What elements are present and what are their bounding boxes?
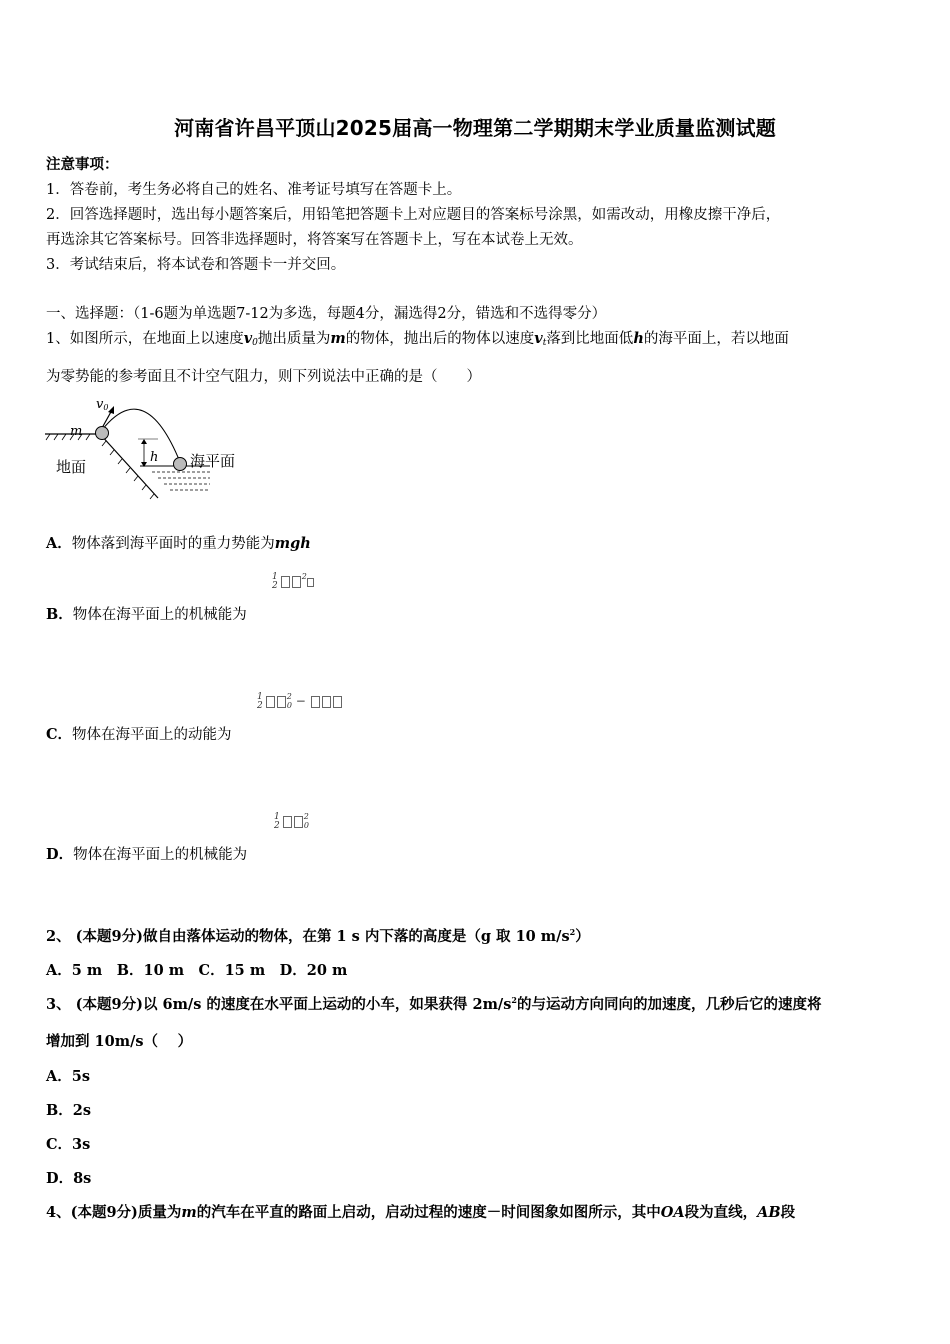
q1-option-b[interactable]: B．物体在海平面上的机械能为 bbox=[46, 606, 247, 623]
fig-v0-label: v0 bbox=[96, 397, 109, 412]
q3-option-d[interactable]: D．8s bbox=[46, 1170, 92, 1187]
q3-option-b[interactable]: B．2s bbox=[46, 1102, 92, 1119]
q3-stem-line1: 3、 (本题9分)以 6m/s 的速度在水平面上运动的小车，如果获得 $2m/s^2$的与运动方向同向的加速度，几秒后它的速度将 bbox=[46, 995, 822, 1013]
page-title: 河南省许昌平顶山2025届高一物理第二学期期末学业质量监测试题 bbox=[174, 116, 776, 140]
q1-option-d-formula: 1 2 $^2_0$ bbox=[274, 811, 309, 831]
q1-option-b-formula: 1 2 $^2$ bbox=[272, 572, 314, 591]
q3-option-c[interactable]: C．3s bbox=[46, 1136, 91, 1153]
notice-item-2: 2．回答选择题时，选出每小题答案后，用铅笔把答题卡上对应题目的答案标号涂黑，如需改动，用橡皮擦干净后， bbox=[46, 207, 781, 223]
q1-option-d[interactable]: D．物体在海平面上的机械能为 bbox=[46, 846, 248, 863]
fig-h-label: h bbox=[150, 450, 159, 465]
q4-stem-line1: 4、(本题9分)质量为m的汽车在平直的路面上启动，启动过程的速度－时间图象如图所示，其中OA段为直线，AB段 bbox=[46, 1204, 796, 1221]
q3-option-a[interactable]: A．5s bbox=[46, 1068, 91, 1085]
q1-figure bbox=[40, 388, 250, 503]
q1-option-a[interactable]: A．物体落到海平面时的重力势能为mgh bbox=[46, 535, 311, 552]
section-heading: 一、选择题：（1-6题为单选题7-12为多选，每题4分，漏选得2分，错选和不选得零分） bbox=[46, 306, 607, 322]
notice-heading: 注意事项： bbox=[46, 156, 119, 173]
notice-item-3: 3．考试结束后，将本试卷和答题卡一并交回。 bbox=[46, 257, 346, 273]
q3-stem-line2: 增加到 10m/s（ ） bbox=[46, 1033, 193, 1050]
notice-item-1: 1．答卷前，考生务必将自己的姓名、准考证号填写在答题卡上。 bbox=[46, 182, 462, 198]
q2-options[interactable]: A．5 m B．10 m C．15 m D．20 m bbox=[46, 962, 348, 979]
fig-ground-label: 地面 bbox=[56, 458, 87, 476]
q1-option-c[interactable]: C．物体在海平面上的动能为 bbox=[46, 726, 232, 743]
q2-stem: 2、 (本题9分)做自由落体运动的物体，在第 1 s 内下落的高度是（g 取 10 $m/s^2$） bbox=[46, 927, 590, 945]
q1-stem-line1: 1、如图所示，在地面上以速度$v_0$抛出质量为m的物体，抛出后的物体以速度$v_t$落到比地面低h的海平面上，若以地面 bbox=[46, 330, 789, 348]
notice-item-2-cont: 再选涂其它答案标号。回答非选择题时，将答案写在答题卡上，写在本试卷上无效。 bbox=[46, 232, 583, 248]
fig-m-label: m bbox=[70, 424, 83, 439]
q1-option-c-formula: 1 2 $^2_0$ − bbox=[257, 692, 343, 711]
q1-stem-line2: 为零势能的参考面且不计空气阻力，则下列说法中正确的是（ ） bbox=[46, 369, 481, 385]
fig-sea-label: 海平面 bbox=[190, 452, 236, 470]
